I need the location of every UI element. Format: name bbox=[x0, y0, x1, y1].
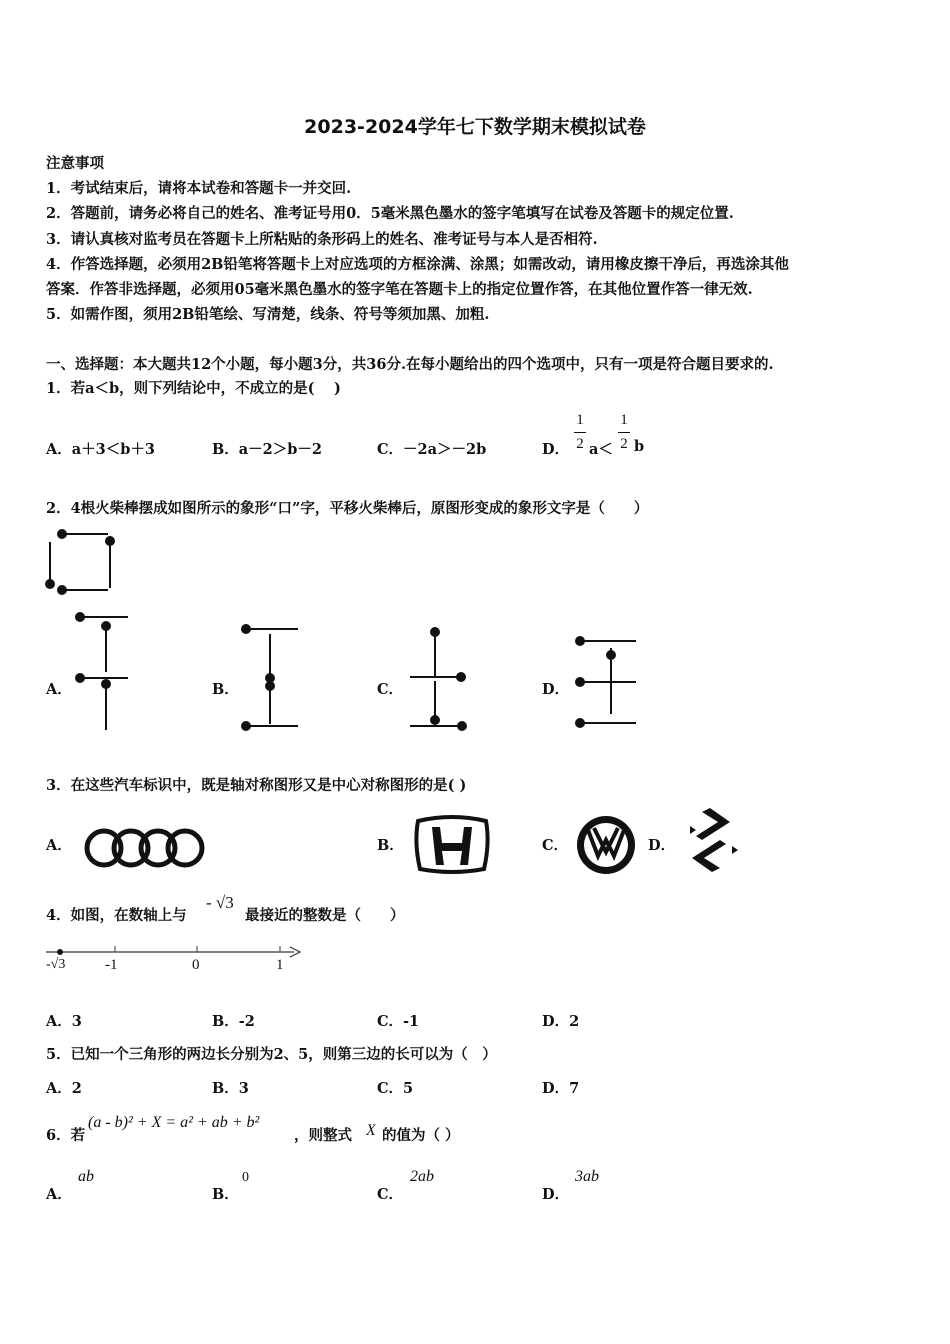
q1-d-frac-num-1: 1 bbox=[576, 412, 584, 428]
q1-option-b[interactable]: B．a－2＞b－2 bbox=[212, 441, 322, 458]
q6-variable: X bbox=[366, 1122, 376, 1139]
q4-option-c[interactable]: C．-1 bbox=[377, 1013, 420, 1030]
notice-heading: 注意事项 bbox=[46, 155, 104, 172]
q3-option-c[interactable]: C． bbox=[542, 837, 569, 854]
q1-d-a: a＜ bbox=[589, 441, 613, 458]
section-heading: 一、选择题：本大题共12个小题，每小题3分，共36分.在每小题给出的四个选项中，只有一项是符合题目要求的. bbox=[46, 356, 774, 373]
q4-option-d[interactable]: D．2 bbox=[542, 1013, 580, 1030]
q6-option-c[interactable]: C． bbox=[377, 1186, 404, 1203]
q1-option-a[interactable]: A．a＋3＜b＋3 bbox=[46, 441, 155, 458]
suzuki-logo-icon bbox=[682, 806, 740, 874]
q5-option-c[interactable]: C．5 bbox=[377, 1080, 414, 1097]
notice-item: 5．如需作图，须用2B铅笔绘、写清楚，线条、符号等须加黑、加粗. bbox=[46, 306, 490, 323]
q3-option-b[interactable]: B． bbox=[377, 837, 404, 854]
question-4-stem: 4．如图，在数轴上与 bbox=[46, 907, 187, 924]
question-2-stem: 2．4根火柴棒摆成如图所示的象形“口”字，平移火柴棒后，原图形变成的象形文字是（ ） bbox=[46, 500, 649, 517]
q5-option-b[interactable]: B．3 bbox=[212, 1080, 249, 1097]
q2-figure-b bbox=[240, 622, 302, 734]
notice-item: 3．请认真核对监考员在答题卡上所粘贴的条形码上的姓名、准考证号与本人是否相符. bbox=[46, 231, 598, 248]
q1-d-frac-den-2: 2 bbox=[620, 436, 628, 452]
q5-option-d[interactable]: D．7 bbox=[542, 1080, 580, 1097]
q6-option-d[interactable]: D． bbox=[542, 1186, 570, 1203]
question-1-stem: 1．若a＜b，则下列结论中，不成立的是( ) bbox=[46, 380, 341, 397]
q2-option-b[interactable]: B． bbox=[212, 681, 239, 698]
q6-expression: (a - b)² + X = a² + ab + b² bbox=[88, 1114, 260, 1131]
notice-item: 4．作答选择题，必须用2B铅笔将答题卡上对应选项的方框涂满、涂黑；如需改动，请用橡皮擦干净后，再选涂其他 bbox=[46, 256, 789, 273]
axis-label: -√3 bbox=[46, 957, 66, 972]
fraction-bar bbox=[618, 432, 630, 433]
notice-item: 答案．作答非选择题，必须用05毫米黑色墨水的签字笔在答题卡上的指定位置作答，在其他位置作答一律无效. bbox=[46, 281, 753, 298]
number-line bbox=[44, 940, 306, 980]
q2-figure-a bbox=[74, 610, 134, 735]
q1-d-frac-den-1: 2 bbox=[576, 436, 584, 452]
q6-value-a: ab bbox=[78, 1168, 94, 1185]
q6-option-b[interactable]: B． bbox=[212, 1186, 239, 1203]
q3-option-d[interactable]: D． bbox=[648, 837, 676, 854]
question-4-stem-end: 最接近的整数是（ ） bbox=[245, 907, 405, 924]
q4-option-b[interactable]: B．-2 bbox=[212, 1013, 255, 1030]
q6-value-c: 2ab bbox=[410, 1168, 434, 1185]
axis-label: 1 bbox=[276, 957, 284, 973]
q6-option-a[interactable]: A． bbox=[46, 1186, 72, 1203]
audi-rings-icon bbox=[80, 826, 212, 870]
q2-option-a[interactable]: A． bbox=[46, 681, 72, 698]
q2-figure-c bbox=[404, 626, 472, 734]
q5-option-a[interactable]: A．2 bbox=[46, 1080, 82, 1097]
q4-expression: - √3 bbox=[206, 893, 234, 912]
q2-option-d[interactable]: D． bbox=[542, 681, 570, 698]
question-6-stem: 6．若 bbox=[46, 1127, 86, 1144]
q1-option-c[interactable]: C．－2a＞－2b bbox=[377, 441, 487, 458]
q6-value-d: 3ab bbox=[575, 1168, 599, 1185]
q1-option-d[interactable]: D． bbox=[542, 441, 570, 458]
honda-logo-icon bbox=[412, 813, 492, 875]
axis-label: -1 bbox=[105, 957, 118, 973]
axis-label: 0 bbox=[192, 957, 200, 973]
question-3-stem: 3．在这些汽车标识中，既是轴对称图形又是中心对称图形的是( ) bbox=[46, 777, 467, 794]
page-title: 2023-2024学年七下数学期末模拟试卷 bbox=[304, 116, 646, 138]
q6-value-b: 0 bbox=[242, 1170, 249, 1185]
notice-item: 2．答题前，请务必将自己的姓名、准考证号用0．5毫米黑色墨水的签字笔填写在试卷及答题卡的规定位置. bbox=[46, 205, 734, 222]
q4-option-a[interactable]: A．3 bbox=[46, 1013, 82, 1030]
question-6-stem-mid: ，则整式 bbox=[294, 1127, 352, 1144]
question-6-stem-end: 的值为（ ） bbox=[382, 1127, 460, 1144]
q2-option-c[interactable]: C． bbox=[377, 681, 404, 698]
matchstick-square-figure bbox=[46, 528, 116, 598]
q3-option-a[interactable]: A． bbox=[46, 837, 72, 854]
volkswagen-logo-icon bbox=[574, 814, 638, 876]
fraction-bar bbox=[574, 432, 586, 433]
notice-item: 1．考试结束后，请将本试卷和答题卡一并交回. bbox=[46, 180, 352, 197]
q1-d-b: b bbox=[634, 438, 645, 455]
question-5-stem: 5．已知一个三角形的两边长分别为2、5，则第三边的长可以为（ ） bbox=[46, 1046, 497, 1063]
q1-d-frac-num-2: 1 bbox=[620, 412, 628, 428]
q2-figure-d bbox=[574, 634, 640, 732]
